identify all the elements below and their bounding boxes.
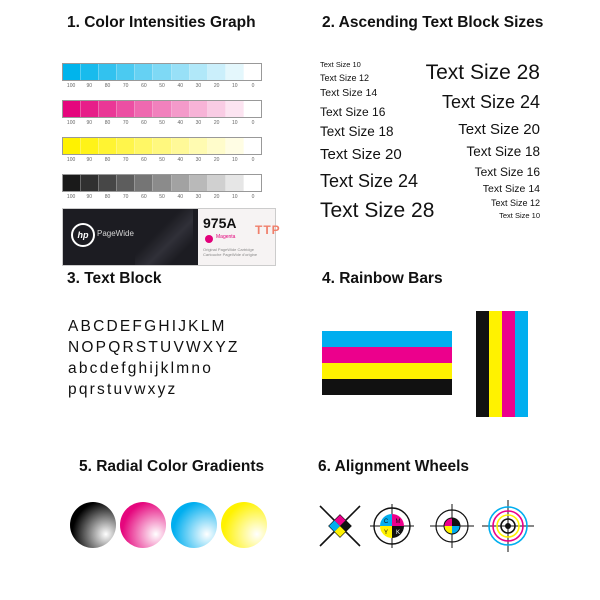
intensity-tick-label: 30 <box>195 194 202 200</box>
radial-gradient-black <box>70 502 116 548</box>
text-block-line: ABCDEFGHIJKLM <box>68 318 227 335</box>
hbar-black <box>322 379 452 395</box>
intensity-tick-label: 60 <box>141 157 147 163</box>
intensity-cell <box>63 64 81 80</box>
intensity-cell <box>135 101 153 117</box>
radial-gradient-yellow <box>221 502 267 548</box>
intensity-tick-label: 20 <box>213 120 220 126</box>
intensity-tick-label: 50 <box>159 194 165 200</box>
wheel-letter-m: M <box>395 519 401 525</box>
intensity-cell <box>153 175 171 191</box>
intensity-tick-label: 100 <box>66 83 76 89</box>
intensity-cell <box>153 101 171 117</box>
intensity-cell <box>117 138 135 154</box>
heading-rainbow-bars: 4. Rainbow Bars <box>322 270 443 287</box>
hbar-cyan <box>322 331 452 347</box>
intensity-tick-label: 90 <box>86 83 93 89</box>
intensity-tick-label: 40 <box>177 83 183 89</box>
ascending-text-item: Text Size 28 <box>320 199 435 222</box>
intensity-cell <box>117 64 135 80</box>
intensity-tick-label: 30 <box>195 120 202 126</box>
intensity-cell <box>208 64 226 80</box>
intensity-tick-label: 40 <box>177 120 183 126</box>
descending-text-item: Text Size 28 <box>425 61 540 84</box>
vbar-yellow <box>489 311 502 417</box>
text-block-line: abcdefghijklmno <box>68 360 214 377</box>
intensity-cell <box>135 64 153 80</box>
intensity-tick-label: 70 <box>122 83 129 89</box>
heading-alignment-wheels: 6. Alignment Wheels <box>318 458 470 475</box>
intensity-tick-label: 90 <box>86 194 93 200</box>
intensity-cell <box>226 64 244 80</box>
descending-text-item: Text Size 20 <box>458 121 540 138</box>
intensity-cell <box>190 101 208 117</box>
intensity-tick-label: 0 <box>251 83 255 89</box>
heading-color-intensities: 1. Color Intensities Graph <box>67 14 256 31</box>
cartridge-stripe <box>135 209 193 265</box>
descending-text-item: Text Size 10 <box>499 211 540 220</box>
text-block-line: pqrstuvwxyz <box>68 381 178 398</box>
intensity-tick-label: 20 <box>213 83 220 89</box>
ascending-text-item: Text Size 14 <box>320 87 378 99</box>
intensity-cell <box>81 175 99 191</box>
wheel-letter-y: Y <box>383 530 389 536</box>
descending-text-item: Text Size 14 <box>482 183 540 195</box>
alignment-wheels <box>312 498 552 554</box>
vbar-black <box>476 311 489 417</box>
intensity-cell <box>226 138 244 154</box>
radial-gradient-cyan <box>171 502 217 548</box>
intensity-tick-label: 80 <box>104 83 111 89</box>
intensity-tick-label: 80 <box>104 194 111 200</box>
intensity-cell <box>153 138 171 154</box>
heading-text-block: 3. Text Block <box>67 270 162 287</box>
intensity-tick-label: 60 <box>141 83 147 89</box>
intensity-tick-label: 60 <box>141 194 147 200</box>
intensity-cell <box>172 64 190 80</box>
intensity-cell <box>99 138 117 154</box>
intensity-tick-row <box>62 119 262 127</box>
intensity-cell <box>63 175 81 191</box>
ascending-text-item: Text Size 12 <box>320 73 370 83</box>
intensity-tick-label: 30 <box>195 83 202 89</box>
intensity-tick-label: 40 <box>177 194 183 200</box>
vertical-rainbow-bars <box>476 311 528 417</box>
intensity-tick-label: 60 <box>141 120 147 126</box>
intensity-cell <box>81 101 99 117</box>
intensity-cell <box>99 101 117 117</box>
hbar-magenta <box>322 347 452 363</box>
intensity-tick-row <box>62 82 262 90</box>
heading-ascending-text-sizes: 2. Ascending Text Block Sizes <box>322 14 544 31</box>
intensity-tick-label: 80 <box>104 120 111 126</box>
intensity-tick-label: 10 <box>232 194 238 200</box>
intensity-tick-label: 50 <box>159 83 165 89</box>
intensity-strip-yellow <box>62 137 262 155</box>
ascending-text-item: Text Size 20 <box>320 146 402 163</box>
ink-cartridge-image <box>62 208 281 266</box>
intensity-cell <box>63 138 81 154</box>
intensity-tick-label: 20 <box>213 157 220 163</box>
alignment-wheel-cmyk <box>370 504 414 548</box>
hp-logo-icon: hp <box>71 223 95 247</box>
ascending-text-item: Text Size 10 <box>320 60 361 69</box>
ascending-text-item: Text Size 16 <box>320 105 386 119</box>
intensity-tick-label: 10 <box>232 83 238 89</box>
intensity-tick-label: 70 <box>122 120 129 126</box>
intensity-tick-label: 40 <box>177 157 183 163</box>
ascending-text-item: Text Size 18 <box>320 124 394 139</box>
intensity-cell <box>99 175 117 191</box>
vbar-cyan <box>515 311 528 417</box>
intensity-tick-label: 0 <box>251 194 255 200</box>
ascending-text-item: Text Size 24 <box>320 171 419 191</box>
alignment-wheel-diamond <box>320 506 360 546</box>
cartridge-watermark: TTP <box>255 223 281 237</box>
cartridge-model: 975A <box>203 215 237 231</box>
wheel-letter-k: K <box>395 530 401 536</box>
text-block-line: NOPQRSTUVWXYZ <box>68 339 240 356</box>
intensity-strip-black <box>62 174 262 192</box>
cartridge-brand: PageWide <box>97 229 134 238</box>
cartridge-fine-print: Original PageWide Cartridge Cartouche PageWide d'origine <box>203 247 258 257</box>
radial-gradient-magenta <box>120 502 166 548</box>
intensity-tick-label: 30 <box>195 157 202 163</box>
cartridge-color-name: Magenta <box>216 234 236 240</box>
intensity-tick-label: 90 <box>86 120 93 126</box>
intensity-cell <box>172 138 190 154</box>
intensity-tick-label: 100 <box>66 157 76 163</box>
intensity-cell <box>190 64 208 80</box>
intensity-cell <box>63 101 81 117</box>
intensity-tick-row <box>62 156 262 164</box>
intensity-cell <box>135 175 153 191</box>
intensity-tick-row <box>62 193 262 201</box>
intensity-cell <box>226 101 244 117</box>
heading-radial-gradients: 5. Radial Color Gradients <box>79 458 265 475</box>
intensity-cell <box>99 64 117 80</box>
wheel-letter-c: C <box>383 519 389 525</box>
descending-text-item: Text Size 18 <box>466 144 540 159</box>
intensity-cell <box>117 175 135 191</box>
cartridge-color-swatch <box>205 235 213 243</box>
intensity-tick-label: 0 <box>251 157 255 163</box>
intensity-tick-label: 100 <box>66 194 76 200</box>
intensity-cell <box>190 138 208 154</box>
intensity-tick-label: 10 <box>232 120 238 126</box>
intensity-cell <box>172 101 190 117</box>
descending-text-item: Text Size 24 <box>441 92 540 112</box>
intensity-cell <box>208 101 226 117</box>
intensity-cell <box>172 175 190 191</box>
intensity-cell <box>208 175 226 191</box>
hbar-yellow <box>322 363 452 379</box>
vbar-magenta <box>502 311 515 417</box>
intensity-tick-label: 100 <box>66 120 76 126</box>
intensity-cell <box>153 64 171 80</box>
intensity-tick-label: 10 <box>232 157 238 163</box>
intensity-tick-label: 90 <box>86 157 93 163</box>
intensity-tick-label: 50 <box>159 157 165 163</box>
intensity-tick-label: 50 <box>159 120 165 126</box>
intensity-strip-magenta <box>62 100 262 118</box>
intensity-cell <box>81 64 99 80</box>
intensity-cell <box>117 101 135 117</box>
intensity-tick-label: 70 <box>122 157 129 163</box>
descending-text-item: Text Size 12 <box>490 198 540 208</box>
intensity-cell <box>81 138 99 154</box>
alignment-wheel-target <box>430 504 474 548</box>
intensity-cell <box>226 175 244 191</box>
intensity-cell <box>135 138 153 154</box>
intensity-tick-label: 80 <box>104 157 111 163</box>
intensity-cell <box>208 138 226 154</box>
intensity-strip-cyan <box>62 63 262 81</box>
intensity-tick-label: 70 <box>122 194 129 200</box>
intensity-tick-label: 20 <box>213 194 220 200</box>
horizontal-rainbow-bars <box>322 331 452 395</box>
descending-text-item: Text Size 16 <box>474 165 540 179</box>
intensity-cell <box>190 175 208 191</box>
alignment-wheel-rings <box>482 500 534 552</box>
intensity-tick-label: 0 <box>251 120 255 126</box>
